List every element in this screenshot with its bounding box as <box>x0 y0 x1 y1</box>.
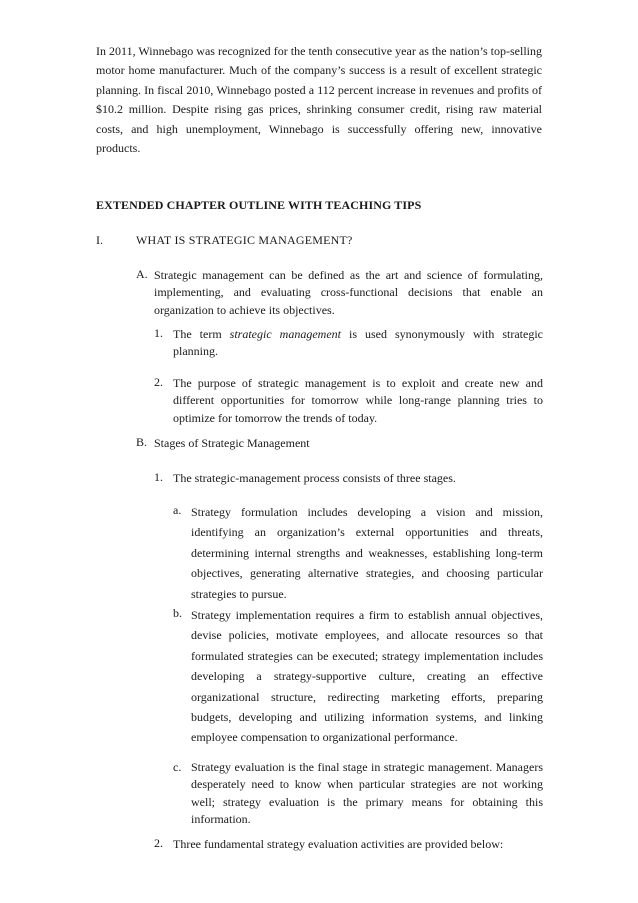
outline-marker-b1c: c. <box>173 760 182 774</box>
intro-paragraph: In 2011, Winnebago was recognized for the tenth consecutive year as the nation’s top-selling motor home manufacturer. Much of the company’s success is a result of excellent strategic planning. In fiscal 2010, Winnebago posted a 112 percent increase in revenues and profits of $10.2 million. Despite rising gas prices, shrinking consumer credit, rising raw material costs, and high unemployment, Winnebago is successfully offering new, innovative products. <box>96 44 542 156</box>
term-intro-text: The term <box>173 327 230 341</box>
outline-marker-b1b: b. <box>173 606 182 620</box>
outline-item-strategy-implementation: Strategy implementation requires a firm to establish annual objectives, devise policies, motivate employees, and allocate resources so that formulated strategies can be executed; strategy implementation includes developing a strategy-supportive culture, creating an effective organizational structure, redirecting marketing efforts, preparing budgets, developing and utilizing information systems, and linking employee compensation to organizational performance. <box>191 608 543 745</box>
outline-marker-b: B. <box>136 435 148 449</box>
outline-item-a: Strategic management can be defined as the art and science of formulating, implementing, and evaluating cross-functional decisions that enable an organization to achieve its objectives. <box>154 268 543 317</box>
outline-marker-a2: 2. <box>154 375 163 389</box>
outline-marker-b2: 2. <box>154 836 163 850</box>
outline-item-b1: The strategic-management process consists of three stages. <box>173 471 456 485</box>
outline-item-strategy-evaluation: Strategy evaluation is the final stage in strategic management. Managers desperately need to know when particular strategies are not working well; strategy evaluation is the primary means for obtaining this information. <box>191 760 543 827</box>
outline-item-a1 <box>173 326 543 361</box>
outline-marker-a1: 1. <box>154 326 163 340</box>
outline-marker-b1a: a. <box>173 503 182 517</box>
outline-item-b2: Three fundamental strategy evaluation activities are provided below: <box>173 837 504 851</box>
outline-marker-a: A. <box>136 267 148 281</box>
section-title: WHAT IS STRATEGIC MANAGEMENT? <box>136 233 353 247</box>
outline-item-b: Stages of Strategic Management <box>154 436 310 450</box>
term-rest-text: is used synonymously with strategic planning. <box>173 327 543 359</box>
emphasized-term: strategic management <box>229 327 341 341</box>
outline-heading: EXTENDED CHAPTER OUTLINE WITH TEACHING TIPS <box>96 198 422 212</box>
outline-item-strategy-formulation: Strategy formulation includes developing a vision and mission, identifying an organization’s external opportunities and threats, determining internal strengths and weaknesses, establishing long-term objectives, generating alternative strategies, and choosing particular strategies to pursue. <box>191 505 543 601</box>
section-number: I. <box>96 233 103 247</box>
outline-item-a2: The purpose of strategic management is to exploit and create new and different opportunities for tomorrow while long-range planning tries to optimize for tomorrow the trends of today. <box>173 376 543 425</box>
outline-marker-b1: 1. <box>154 470 163 484</box>
